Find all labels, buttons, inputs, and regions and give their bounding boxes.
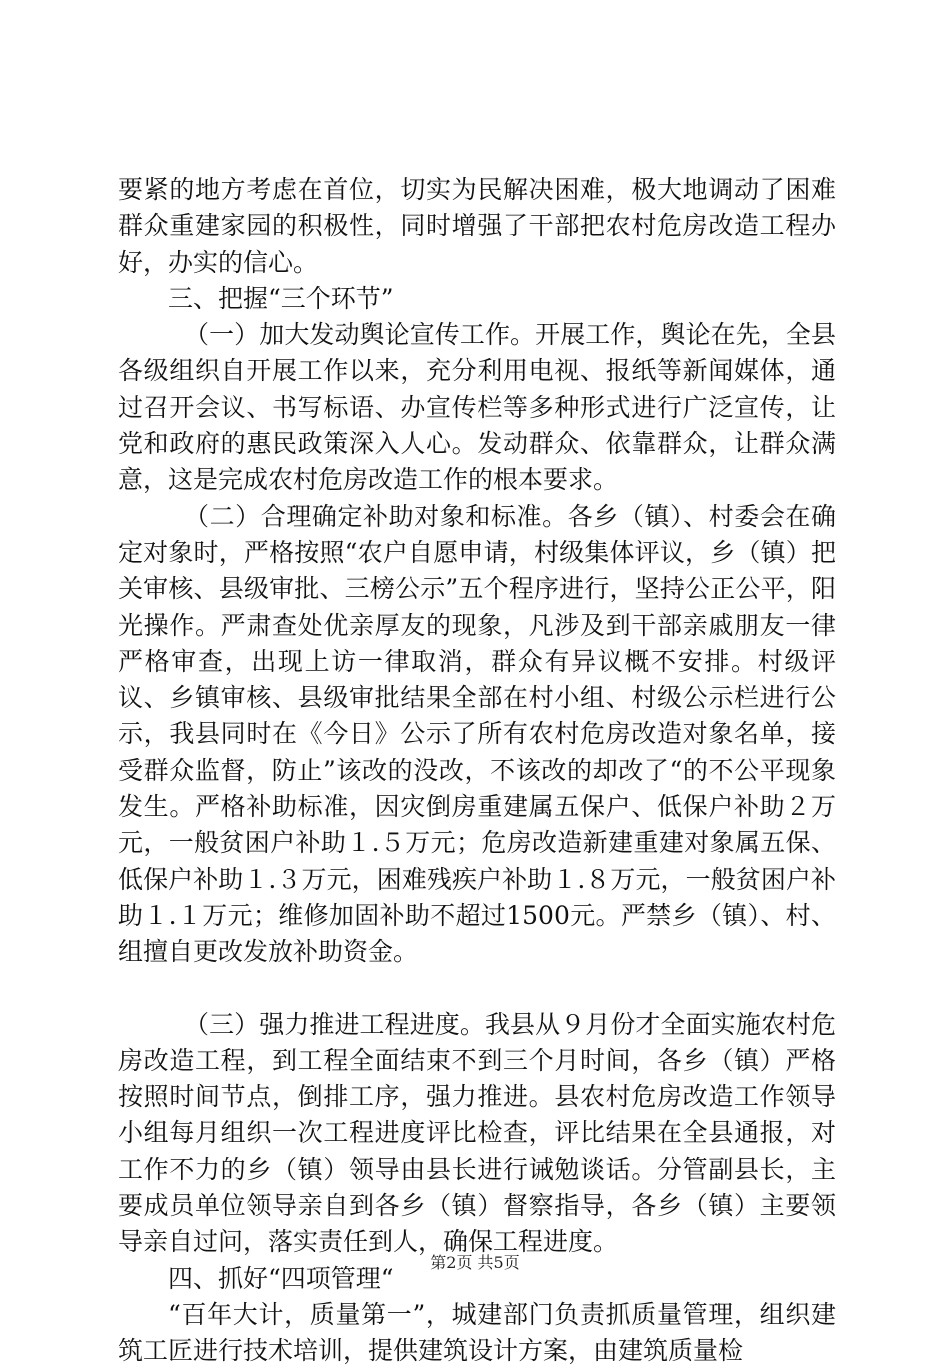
paragraph-continuation: 要紧的地方考虑在首位，切实为民解决困难，极大地调动了困难群众重建家园的积极性，同时增强了干部把农村危房改造工程办好，办实的信心。	[118, 175, 836, 277]
paragraph-subsidy-standards: （二）合理确定补助对象和标准。各乡（镇）、村委会在确定对象时，严格按照“农户自愿申请，村级集体评议，乡（镇）把关审核、县级审批、三榜公示”五个程序进行，坚持公正公平，阳光操作。严肃查处优亲厚友的现象，凡涉及到干部亲戚朋友一律严格审查，出现上访一律取消，群众有异议概不安排。村级评议、乡镇审核、县级审批结果全部在村小组、村级公示栏进行公示，我县同时在《今日》公示了所有农村危房改造对象名单，接受群众监督，防止”该改的没改，不该改的却改了“的不公平现象发生。严格补助标准，因灾倒房重建属五保户、低保户补助２万元，一般贫困户补助１.５万元；危房改造新建重建对象属五保、低保户补助１.３万元，困难残疾户补助１.８万元，一般贫困户补助１.１万元；维修加固补助不超过1500元。严禁乡（镇）、村、组擅自更改发放补助资金。	[118, 501, 836, 967]
page-number-footer: 第2页 共5页	[430, 1253, 520, 1272]
paragraph-quality-management: “百年大计，质量第一”，城建部门负责抓质量管理，组织建筑工匠进行技术培训，提供建筑设计方案，由建筑质量检	[118, 1299, 836, 1366]
section-heading-four: 四、抓好“四项管理“	[168, 1263, 394, 1293]
document-body	[118, 172, 836, 1370]
paragraph-publicity: （一）加大发动舆论宣传工作。开展工作，舆论在先，全县各级组织自开展工作以来，充分利用电视、报纸等新闻媒体，通过召开会议、书写标语、办宣传栏等多种形式进行广泛宣传，让党和政府的惠民政策深入人心。发动群众、依靠群众，让群众满意，这是完成农村危房改造工作的根本要求。	[118, 320, 836, 495]
paragraph-gap	[118, 971, 836, 1007]
paragraph-project-progress: （三）强力推进工程进度。我县从９月份才全面实施农村危房改造工程，到工程全面结束不到三个月时间，各乡（镇）严格按照时间节点，倒排工序，强力推进。县农村危房改造工作领导小组每月组织一次工程进度评比检查，评比结果在全县通报，对工作不力的乡（镇）领导由县长进行诫勉谈话。分管副县长，主要成员单位领导亲自到各乡（镇）督察指导，各乡（镇）主要领导亲自过问，落实责任到人，确保工程进度。	[118, 1009, 836, 1257]
section-heading-three: 三、把握“三个环节”	[168, 283, 394, 313]
